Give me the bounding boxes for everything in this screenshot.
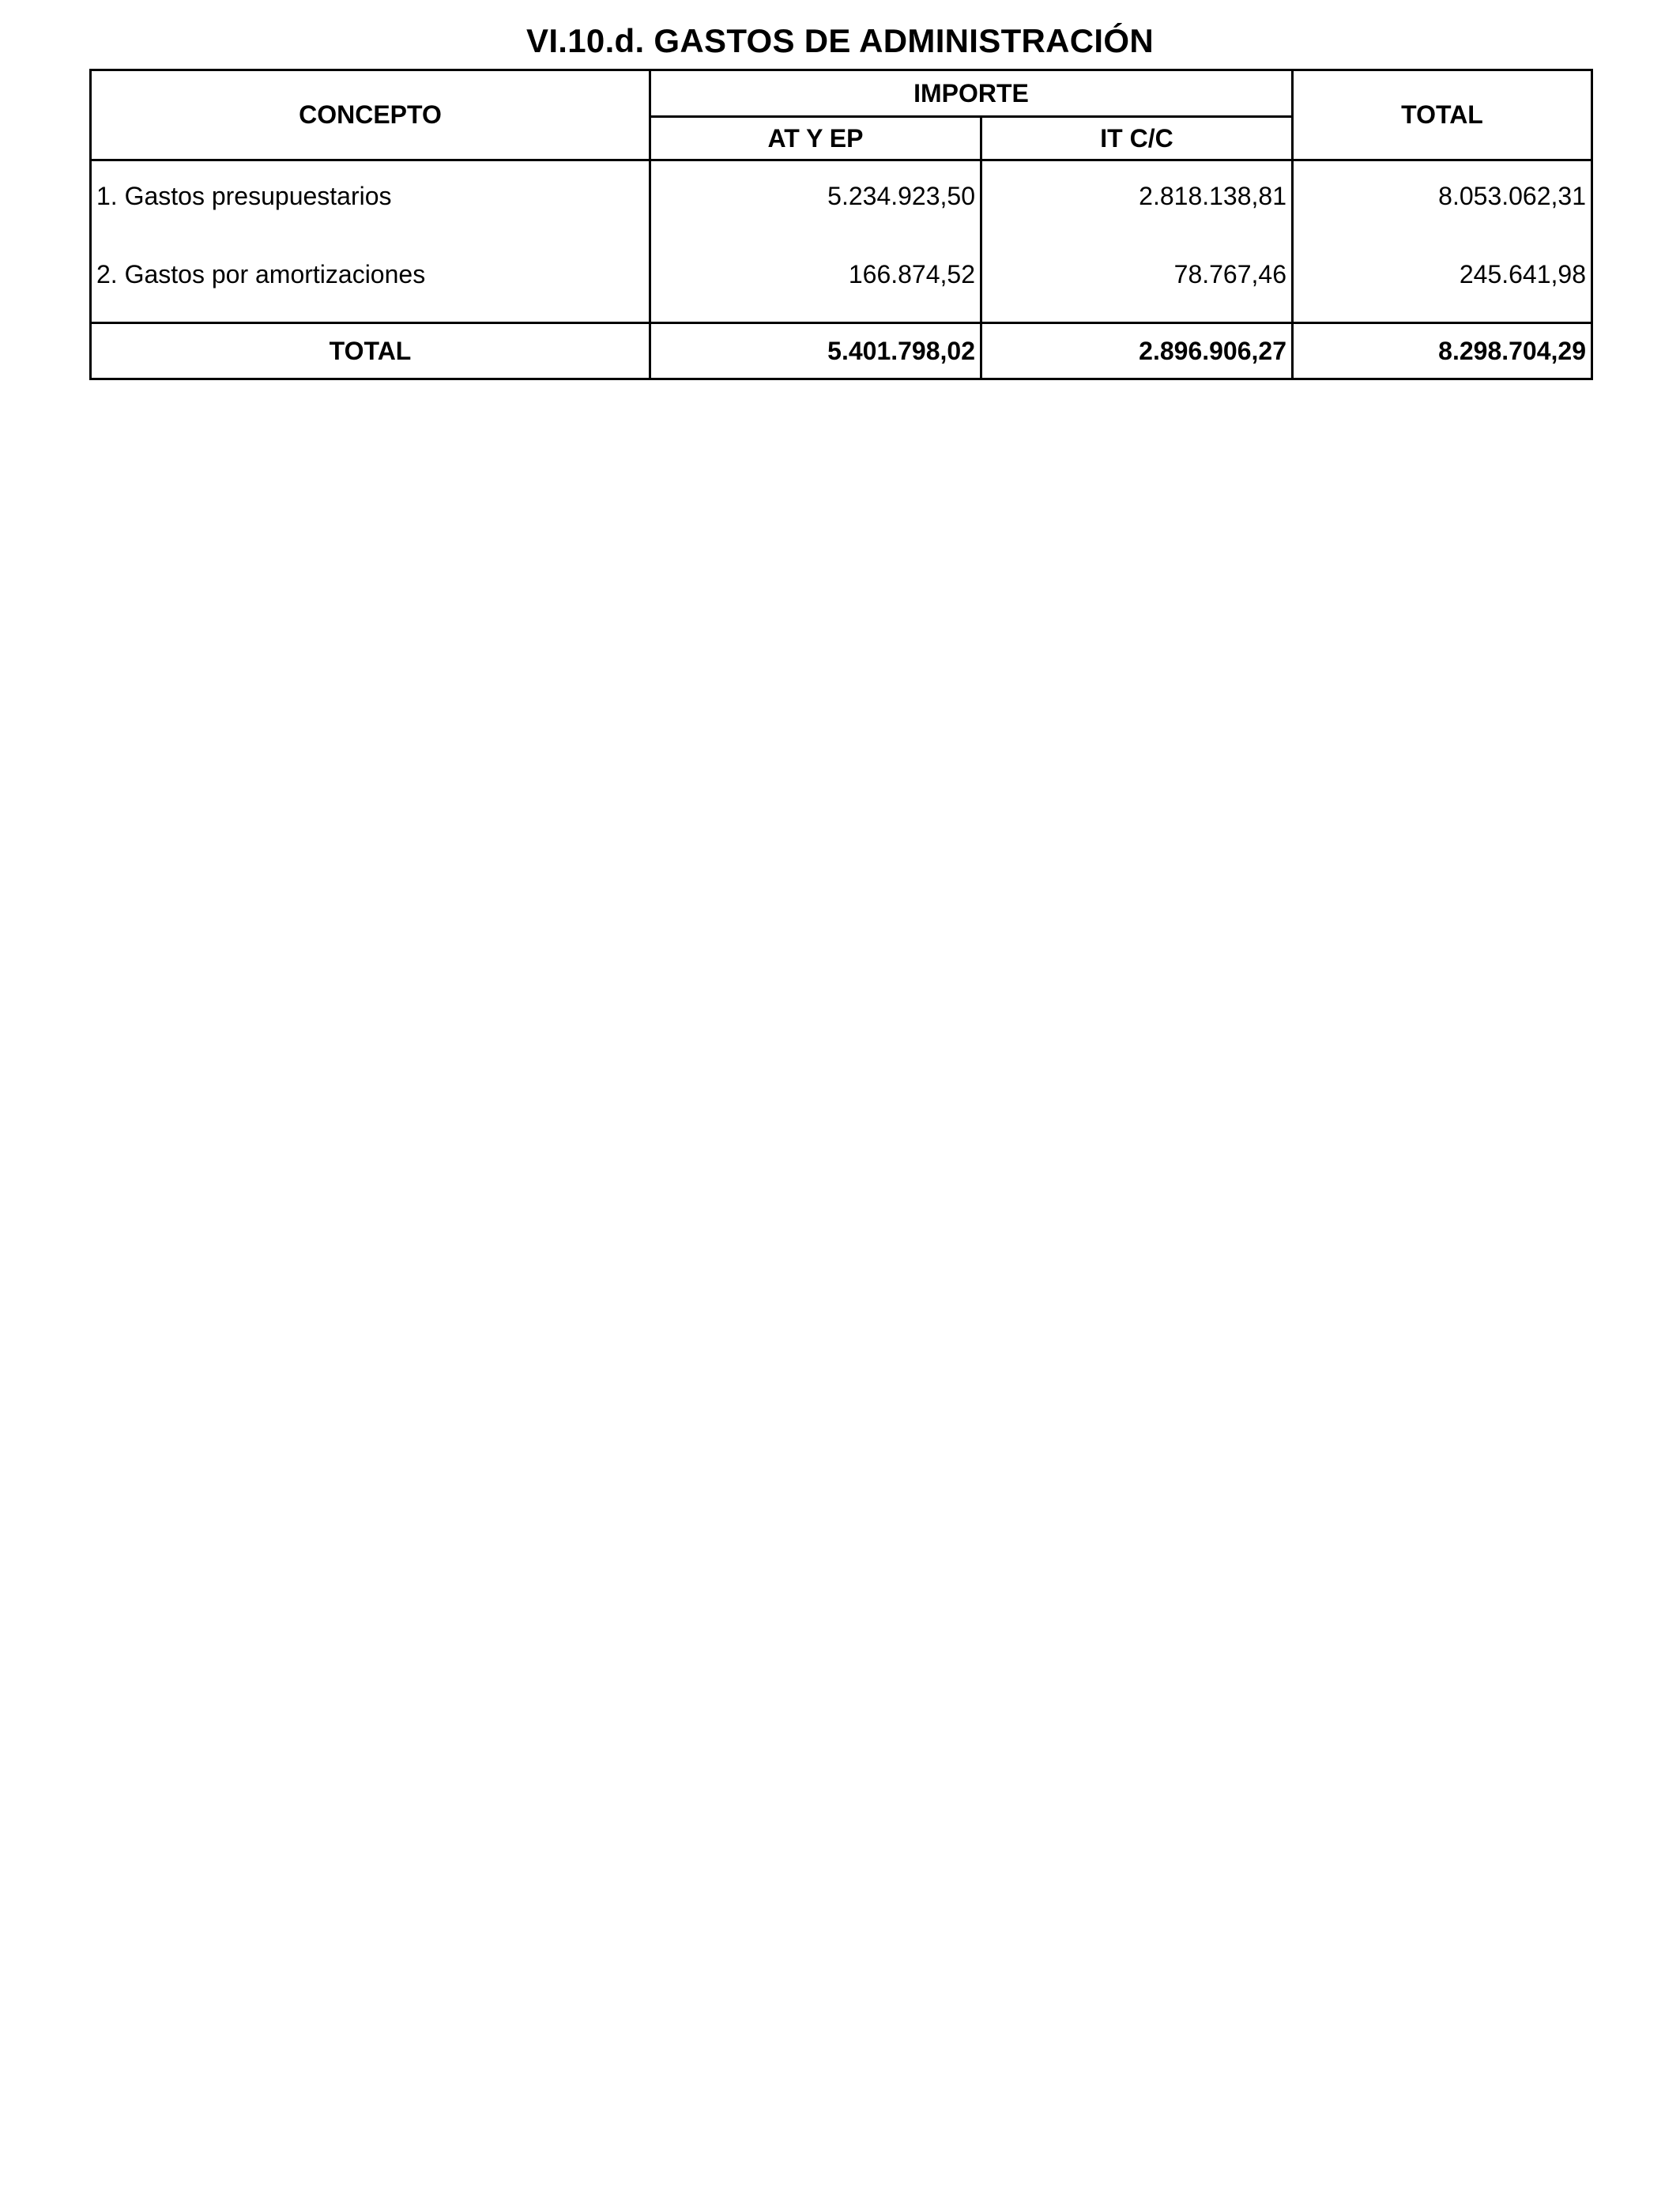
totals-total: 8.298.704,29 bbox=[1293, 323, 1592, 379]
header-it-cc: IT C/C bbox=[981, 117, 1293, 160]
table-row bbox=[91, 160, 1592, 243]
header-at-y-ep: AT Y EP bbox=[650, 117, 981, 160]
document-title: VI.10.d. GASTOS DE ADMINISTRACIÓN bbox=[526, 22, 1154, 59]
totals-it-cc: 2.896.906,27 bbox=[981, 323, 1293, 379]
totals-label: TOTAL bbox=[91, 323, 650, 379]
expense-table bbox=[89, 69, 1593, 380]
row-concepto: 2. Gastos por amortizaciones bbox=[91, 243, 650, 323]
header-total: TOTAL bbox=[1293, 70, 1592, 160]
row-concepto: 1. Gastos presupuestarios bbox=[91, 160, 650, 243]
header-importe: IMPORTE bbox=[650, 70, 1293, 117]
row-total: 8.053.062,31 bbox=[1293, 160, 1592, 243]
row-total: 245.641,98 bbox=[1293, 243, 1592, 323]
totals-row bbox=[91, 323, 1592, 379]
header-row-top bbox=[91, 70, 1592, 117]
row-it-cc: 78.767,46 bbox=[981, 243, 1293, 323]
row-it-cc: 2.818.138,81 bbox=[981, 160, 1293, 243]
totals-at-y-ep: 5.401.798,02 bbox=[650, 323, 981, 379]
row-at-y-ep: 5.234.923,50 bbox=[650, 160, 981, 243]
row-at-y-ep: 166.874,52 bbox=[650, 243, 981, 323]
table-row bbox=[91, 243, 1592, 323]
header-concepto: CONCEPTO bbox=[91, 70, 650, 160]
